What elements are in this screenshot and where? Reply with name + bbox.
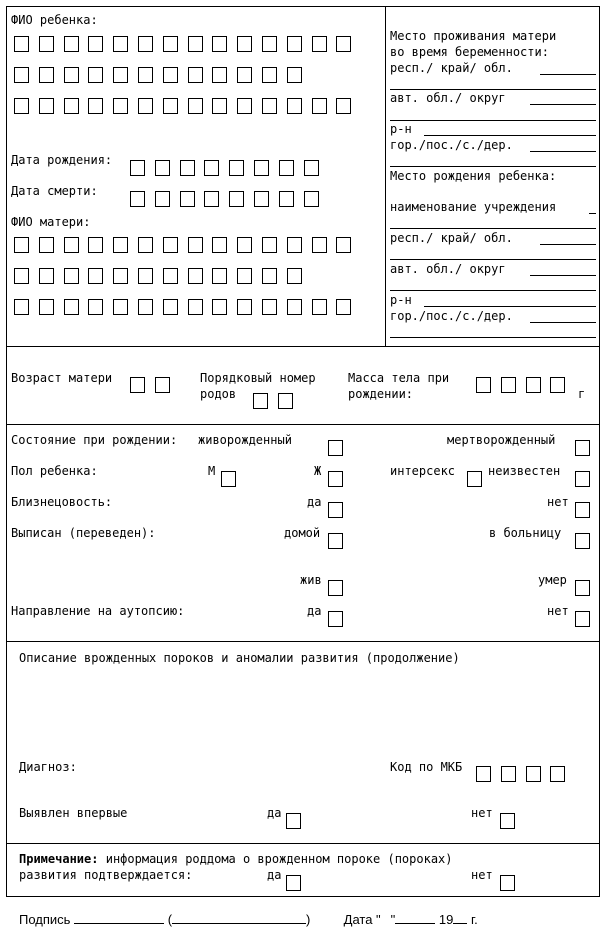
- note-yes-checkbox[interactable]: [286, 875, 301, 891]
- char-box[interactable]: [163, 98, 178, 114]
- residence-district-line-2[interactable]: [390, 120, 596, 121]
- char-box[interactable]: [155, 191, 170, 207]
- char-box[interactable]: [336, 98, 351, 114]
- char-box[interactable]: [336, 299, 351, 315]
- birthplace-district-line-2[interactable]: [390, 290, 596, 291]
- female-checkbox[interactable]: [328, 471, 343, 487]
- residence-area-label: р-н: [390, 122, 412, 136]
- autopsy-no-checkbox[interactable]: [575, 611, 590, 627]
- birthplace-region-label: респ./ край/ обл.: [390, 231, 513, 245]
- icd-label: Код по МКБ: [390, 760, 463, 774]
- char-box[interactable]: [188, 299, 203, 315]
- char-box[interactable]: [138, 237, 153, 253]
- char-box[interactable]: [237, 268, 252, 284]
- twins-yes-checkbox[interactable]: [328, 502, 343, 518]
- unknown-checkbox[interactable]: [575, 471, 590, 487]
- birth-order-label-2: родов: [200, 387, 237, 401]
- char-box[interactable]: [14, 237, 29, 253]
- note-line-2: развития подтверждается:: [19, 868, 193, 882]
- char-box[interactable]: [287, 36, 302, 52]
- home-label: домой: [284, 526, 321, 540]
- char-box[interactable]: [138, 98, 153, 114]
- birthplace-region-line[interactable]: [540, 244, 596, 245]
- birthplace-area-label: р-н: [390, 293, 412, 307]
- char-box[interactable]: [188, 36, 203, 52]
- first-detected-no-label: нет: [471, 806, 493, 820]
- close-paren: ): [306, 912, 311, 927]
- note-yes-label: да: [267, 868, 282, 882]
- char-box[interactable]: [88, 36, 103, 52]
- residence-town-label: гор./пос./с./дер.: [390, 138, 513, 152]
- char-box[interactable]: [138, 67, 153, 83]
- char-box[interactable]: [188, 237, 203, 253]
- unknown-label: неизвестен: [488, 464, 561, 478]
- stillborn-label: мертворожденный: [447, 433, 556, 447]
- liveborn-checkbox[interactable]: [328, 440, 343, 456]
- char-box[interactable]: [279, 160, 294, 176]
- birth-order-label-1: Порядковый номер: [200, 371, 316, 385]
- char-box[interactable]: [550, 377, 565, 393]
- char-box[interactable]: [287, 67, 302, 83]
- char-box[interactable]: [501, 377, 516, 393]
- char-box[interactable]: [212, 268, 227, 284]
- weight-unit: г: [578, 387, 586, 401]
- char-box[interactable]: [64, 67, 79, 83]
- twins-label: Близнецовость:: [11, 495, 113, 509]
- birthplace-district-line[interactable]: [530, 275, 596, 276]
- char-box[interactable]: [64, 237, 79, 253]
- birth-weight-label-1: Масса тела при: [348, 371, 450, 385]
- char-box[interactable]: [501, 766, 516, 782]
- residence-town-line[interactable]: [530, 151, 596, 152]
- first-detected-yes-label: да: [267, 806, 282, 820]
- char-box[interactable]: [14, 268, 29, 284]
- state-label: Состояние при рождении:: [11, 433, 178, 447]
- char-box[interactable]: [312, 237, 327, 253]
- char-box[interactable]: [39, 237, 54, 253]
- char-box[interactable]: [88, 237, 103, 253]
- residence-region-line[interactable]: [540, 74, 596, 75]
- first-detected-yes-checkbox[interactable]: [286, 813, 301, 829]
- year-suffix: г.: [471, 912, 478, 927]
- birth-date-label: Дата рождения:: [11, 153, 113, 167]
- char-box[interactable]: [130, 191, 145, 207]
- residence-district-line[interactable]: [530, 104, 596, 105]
- char-box[interactable]: [237, 237, 252, 253]
- alive-label: жив: [300, 573, 322, 587]
- char-box[interactable]: [39, 36, 54, 52]
- intersex-checkbox[interactable]: [467, 471, 482, 487]
- char-box[interactable]: [64, 299, 79, 315]
- char-box[interactable]: [14, 98, 29, 114]
- char-box[interactable]: [262, 36, 277, 52]
- hospital-label: в больницу: [489, 526, 562, 540]
- char-box[interactable]: [476, 766, 491, 782]
- char-box[interactable]: [237, 299, 252, 315]
- char-box[interactable]: [138, 299, 153, 315]
- char-box[interactable]: [550, 766, 565, 782]
- char-box[interactable]: [212, 67, 227, 83]
- birthplace-area-line[interactable]: [424, 306, 596, 307]
- institution-line-2[interactable]: [390, 228, 596, 229]
- residence-title-line-2: во время беременности:: [390, 45, 549, 59]
- char-box[interactable]: [113, 67, 128, 83]
- char-box[interactable]: [138, 268, 153, 284]
- char-box[interactable]: [237, 36, 252, 52]
- signature-line[interactable]: [74, 911, 164, 924]
- hospital-checkbox[interactable]: [575, 533, 590, 549]
- diagnosis-label: Диагноз:: [19, 760, 77, 774]
- char-box[interactable]: [279, 191, 294, 207]
- alive-checkbox[interactable]: [328, 580, 343, 596]
- name-line[interactable]: [172, 911, 306, 924]
- char-box[interactable]: [138, 36, 153, 52]
- char-box[interactable]: [188, 268, 203, 284]
- char-box[interactable]: [262, 67, 277, 83]
- liveborn-label: живорожденный: [198, 433, 292, 447]
- char-box[interactable]: [526, 377, 541, 393]
- year-line[interactable]: [453, 911, 467, 924]
- char-box[interactable]: [262, 299, 277, 315]
- char-box[interactable]: [155, 160, 170, 176]
- char-box[interactable]: [163, 36, 178, 52]
- char-box[interactable]: [336, 36, 351, 52]
- residence-title-line-1: Место проживания матери: [390, 29, 557, 43]
- char-box[interactable]: [287, 268, 302, 284]
- female-label: Ж: [314, 464, 322, 478]
- char-box[interactable]: [262, 268, 277, 284]
- autopsy-yes-label: да: [307, 604, 322, 618]
- note-bold: Примечание:: [19, 852, 99, 866]
- char-box[interactable]: [254, 160, 269, 176]
- home-checkbox[interactable]: [328, 533, 343, 549]
- char-box[interactable]: [64, 36, 79, 52]
- char-box[interactable]: [304, 191, 319, 207]
- char-box[interactable]: [204, 191, 219, 207]
- date-label: Дата ": [343, 912, 381, 927]
- char-box[interactable]: [14, 299, 29, 315]
- char-box[interactable]: [64, 268, 79, 284]
- autopsy-yes-checkbox[interactable]: [328, 611, 343, 627]
- char-box[interactable]: [113, 268, 128, 284]
- char-box[interactable]: [212, 299, 227, 315]
- note-no-checkbox[interactable]: [500, 875, 515, 891]
- note-text-1: информация роддома о врожденном пороке (пороках): [105, 852, 453, 866]
- char-box[interactable]: [39, 268, 54, 284]
- note-no-label: нет: [471, 868, 493, 882]
- description-label: Описание врожденных пороков и аномалии развития (продолжение): [19, 651, 460, 665]
- char-box[interactable]: [254, 191, 269, 207]
- char-box[interactable]: [262, 98, 277, 114]
- month-line[interactable]: [395, 911, 435, 924]
- intersex-label: интерсекс: [390, 464, 456, 478]
- first-detected-label: Выявлен впервые: [19, 806, 128, 820]
- institution-line[interactable]: [589, 213, 596, 214]
- birthplace-region-line-2[interactable]: [390, 259, 596, 260]
- char-box[interactable]: [312, 299, 327, 315]
- char-box[interactable]: [180, 191, 195, 207]
- char-box[interactable]: [312, 98, 327, 114]
- signature-label: Подпись: [19, 912, 71, 927]
- char-box[interactable]: [180, 160, 195, 176]
- char-box[interactable]: [88, 299, 103, 315]
- char-box[interactable]: [278, 393, 293, 409]
- char-box[interactable]: [262, 237, 277, 253]
- twins-yes-label: да: [307, 495, 322, 509]
- birthplace-town-label: гор./пос./с./дер.: [390, 309, 513, 323]
- birthplace-town-line[interactable]: [530, 322, 596, 323]
- char-box[interactable]: [39, 299, 54, 315]
- stillborn-checkbox[interactable]: [575, 440, 590, 456]
- char-box[interactable]: [229, 191, 244, 207]
- char-box[interactable]: [253, 393, 268, 409]
- residence-town-line-2[interactable]: [390, 166, 596, 167]
- male-checkbox[interactable]: [221, 471, 236, 487]
- char-box[interactable]: [237, 67, 252, 83]
- sex-label: Пол ребенка:: [11, 464, 98, 478]
- char-box[interactable]: [188, 98, 203, 114]
- residence-area-line[interactable]: [424, 135, 596, 136]
- birth-weight-label-2: рождении:: [348, 387, 414, 401]
- char-box[interactable]: [14, 36, 29, 52]
- char-box[interactable]: [113, 299, 128, 315]
- mother-age-label: Возраст матери: [11, 371, 113, 385]
- autopsy-label: Направление на аутопсию:: [11, 604, 185, 618]
- institution-label: наименование учреждения: [390, 200, 557, 214]
- death-date-label: Дата смерти:: [11, 184, 98, 198]
- char-box[interactable]: [212, 36, 227, 52]
- year-prefix: 19: [438, 912, 454, 927]
- char-box[interactable]: [14, 67, 29, 83]
- char-box[interactable]: [204, 160, 219, 176]
- char-box[interactable]: [163, 237, 178, 253]
- char-box[interactable]: [212, 98, 227, 114]
- char-box[interactable]: [229, 160, 244, 176]
- open-paren: (: [167, 912, 173, 927]
- char-box[interactable]: [476, 377, 491, 393]
- char-box[interactable]: [155, 377, 170, 393]
- died-checkbox[interactable]: [575, 580, 590, 596]
- residence-region-label: респ./ край/ обл.: [390, 61, 513, 75]
- char-box[interactable]: [88, 268, 103, 284]
- birthplace-title: Место рождения ребенка:: [390, 169, 557, 183]
- residence-district-label: авт. обл./ округ: [390, 91, 506, 105]
- birthplace-district-label: авт. обл./ округ: [390, 262, 506, 276]
- char-box[interactable]: [113, 36, 128, 52]
- char-box[interactable]: [39, 98, 54, 114]
- char-box[interactable]: [287, 98, 302, 114]
- child-name-label: ФИО ребенка:: [11, 13, 98, 27]
- char-box[interactable]: [188, 67, 203, 83]
- autopsy-no-label: нет: [547, 604, 569, 618]
- twins-no-label: нет: [547, 495, 569, 509]
- mother-name-label: ФИО матери:: [11, 215, 91, 229]
- residence-region-line-2[interactable]: [390, 89, 596, 90]
- char-box[interactable]: [287, 237, 302, 253]
- twins-no-checkbox[interactable]: [575, 502, 590, 518]
- birthplace-town-line-2[interactable]: [390, 337, 596, 338]
- char-box[interactable]: [237, 98, 252, 114]
- discharged-label: Выписан (переведен):: [11, 526, 156, 540]
- char-box[interactable]: [287, 299, 302, 315]
- char-box[interactable]: [163, 67, 178, 83]
- date-quote-close: ": [390, 912, 396, 927]
- char-box[interactable]: [113, 98, 128, 114]
- char-box[interactable]: [88, 67, 103, 83]
- char-box[interactable]: [113, 237, 128, 253]
- char-box[interactable]: [163, 268, 178, 284]
- male-label: М: [208, 464, 216, 478]
- char-box[interactable]: [526, 766, 541, 782]
- died-label: умер: [538, 573, 567, 587]
- char-box[interactable]: [130, 160, 145, 176]
- char-box[interactable]: [88, 98, 103, 114]
- char-box[interactable]: [130, 377, 145, 393]
- char-box[interactable]: [304, 160, 319, 176]
- char-box[interactable]: [336, 237, 351, 253]
- char-box[interactable]: [64, 98, 79, 114]
- signature-footer: [19, 911, 478, 927]
- note-line-1: [19, 852, 453, 866]
- first-detected-no-checkbox[interactable]: [500, 813, 515, 829]
- char-box[interactable]: [39, 67, 54, 83]
- char-box[interactable]: [212, 237, 227, 253]
- char-box[interactable]: [163, 299, 178, 315]
- char-box[interactable]: [312, 36, 327, 52]
